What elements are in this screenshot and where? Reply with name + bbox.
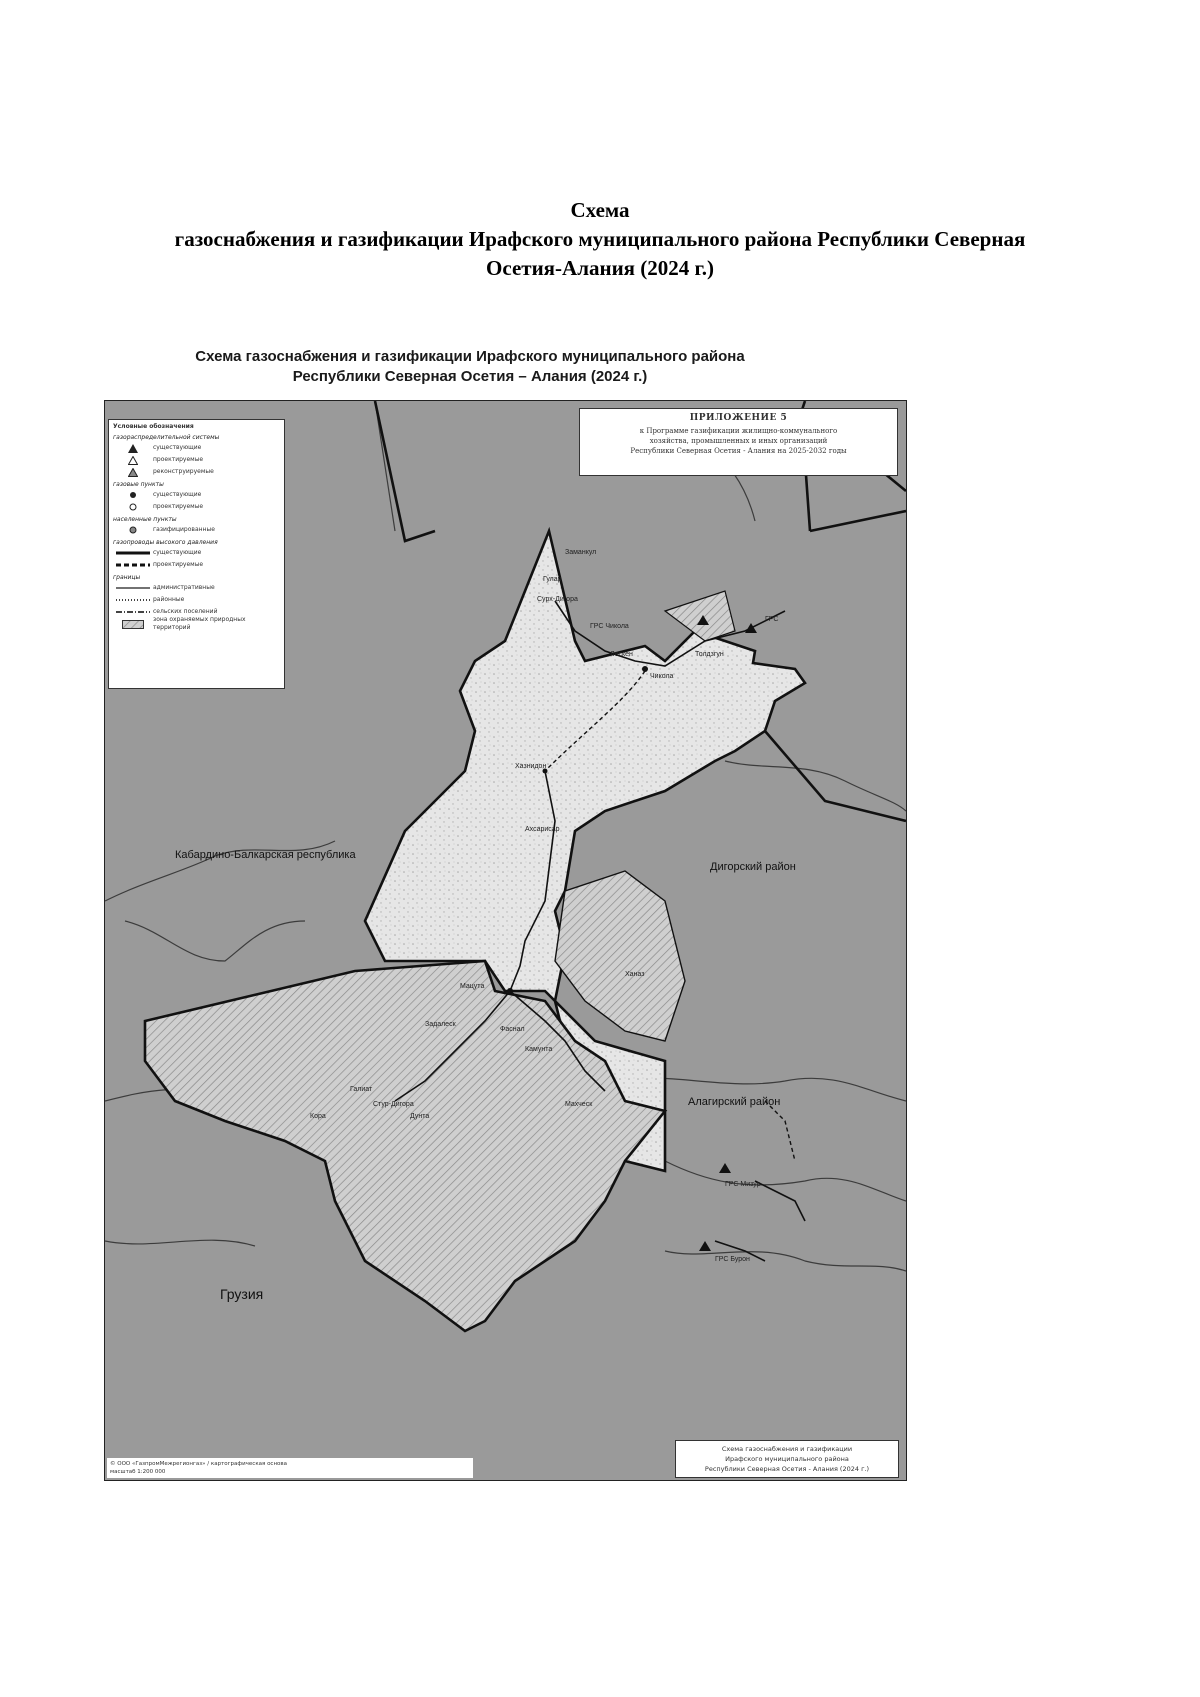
gas-point-marker [642, 666, 648, 672]
grs-label: ГРС Чикола [590, 623, 629, 630]
settlement-label: Кора [310, 1113, 326, 1120]
legend-section-objects: газораспределительной системы [113, 434, 220, 441]
settlement-label: Чикола [650, 673, 674, 680]
region-label-georgia: Грузия [220, 1286, 264, 1302]
settlement-label: Хазнидон [515, 763, 547, 770]
appendix-line2: хозяйства, промышленных и иных организаций [649, 437, 828, 445]
settlement-label: Гулар [543, 576, 562, 583]
settlement-icon [113, 526, 153, 534]
settlement-label: Лескен [610, 651, 633, 658]
protected-area [145, 961, 665, 1331]
grs-label: ГРС Мизур [725, 1181, 761, 1188]
legend-item-label: существующие [153, 491, 202, 498]
legend-item-label: зона охраняемых природных территорий [153, 616, 246, 631]
settlement-label: Ханаз [625, 971, 645, 978]
legend-item-label: административные [153, 584, 215, 591]
stamp-line3: Республики Северная Осетия - Алания (2024 г.) [704, 1465, 870, 1473]
stamp-line2: Ирафского муниципального района [725, 1455, 849, 1463]
legend-item-label: существующие [153, 444, 202, 451]
dotted-line-icon [113, 598, 153, 602]
credits-line2: масштаб 1:200 000 [110, 1469, 166, 1475]
grs-marker [719, 1163, 731, 1173]
grs-label: ГРС Бурон [715, 1256, 750, 1263]
legend-item [113, 559, 280, 571]
map-credits [107, 1458, 473, 1478]
map-title [120, 347, 820, 387]
grs-marker [699, 1241, 711, 1251]
legend-item [113, 594, 280, 606]
settlement-label: Стур-Дигора [373, 1101, 414, 1108]
settlement-label: Сурх-Дигора [537, 596, 578, 603]
settlement-label: Мацута [460, 983, 485, 990]
legend-item-label: сельских поселений [153, 608, 218, 615]
legend-item [113, 489, 280, 501]
map-frame [104, 400, 907, 1481]
triangle-half-icon [113, 468, 153, 477]
filled-circle-icon [113, 491, 153, 499]
settlement-label: Галиат [350, 1086, 373, 1093]
appendix-line3: Республики Северная Осетия - Алания на 2025-2032 годы [630, 447, 847, 455]
legend-item-label: районные [153, 596, 185, 603]
stamp-line1: Схема газоснабжения и газификации [721, 1445, 853, 1453]
document-title-line2: газоснабжения и газификации Ирафского муниципального района Республики Северная [174, 227, 1026, 251]
legend-title: Условные обозначения [113, 423, 194, 430]
legend-section-boundaries: границы [113, 574, 141, 581]
settlement-label: Дунта [410, 1113, 430, 1120]
document-title [60, 196, 1140, 283]
solid-line-icon [113, 551, 153, 555]
appendix-line1: к Программе газификации жилищно-коммунального [639, 427, 838, 435]
legend-item-label: существующие [153, 549, 202, 556]
settlement-label: Фаснал [500, 1026, 525, 1033]
credits-line1: © ООО «ГазпромМежрегионгаз» / картографическая основа [110, 1461, 288, 1467]
legend-item [113, 442, 280, 454]
map-stamp [675, 1440, 899, 1478]
legend-section-points: газовые пункты [113, 481, 164, 488]
legend-item-label: проектируемые [153, 561, 204, 568]
grs-marker [745, 623, 757, 633]
gas-point-marker [507, 988, 513, 994]
triangle-icon [113, 444, 153, 453]
legend-item [113, 582, 280, 594]
document-title-line3: Осетия-Алания (2024 г.) [486, 256, 714, 280]
legend-section-settlements: населенные пункты [113, 516, 177, 523]
map-title-line2: Республики Северная Осетия – Алания (2024 г.) [292, 368, 648, 385]
legend-item [113, 501, 280, 513]
dashed-line-icon [113, 563, 153, 567]
legend-item-label: проектируемые [153, 456, 204, 463]
protected-area-east [555, 871, 685, 1041]
legend-item-label: реконструируемые [153, 468, 214, 475]
grs-label: ГРС [765, 616, 779, 623]
appendix-box [579, 408, 898, 476]
map-title-line1: Схема газоснабжения и газификации Ирафского муниципального района [195, 348, 745, 365]
protected-area-north [665, 591, 735, 641]
document-title-line1: Схема [570, 198, 630, 222]
legend-section-pipelines: газопроводы высокого давления [113, 539, 218, 546]
legend-item [113, 618, 280, 630]
settlement-label: Толдзгун [695, 651, 724, 658]
map-legend [108, 419, 285, 689]
outline-circle-icon [113, 503, 153, 511]
hatch-swatch-icon [113, 620, 153, 629]
dash-dot-line-icon [113, 610, 153, 614]
settlement-label: Махческ [565, 1101, 593, 1108]
settlement-label: Ахсарисар [525, 826, 560, 833]
triangle-outline-icon [113, 456, 153, 465]
legend-item [113, 547, 280, 559]
legend-item [113, 466, 280, 478]
region-label-digora: Дигорский район [710, 861, 796, 873]
region-label-alagir: Алагирский район [688, 1096, 781, 1108]
appendix-heading: ПРИЛОЖЕНИЕ 5 [689, 413, 788, 423]
settlement-label: Камунта [525, 1046, 553, 1053]
region-label-kbr: Кабардино-Балкарская республика [175, 849, 356, 861]
legend-item-label: проектируемые [153, 503, 204, 510]
settlement-label: Задалеск [425, 1021, 456, 1028]
legend-item [113, 524, 280, 536]
settlement-label: Заманкул [565, 549, 597, 556]
legend-item-label: газифицированные [153, 526, 215, 533]
legend-item [113, 454, 280, 466]
thin-line-icon [113, 586, 153, 590]
